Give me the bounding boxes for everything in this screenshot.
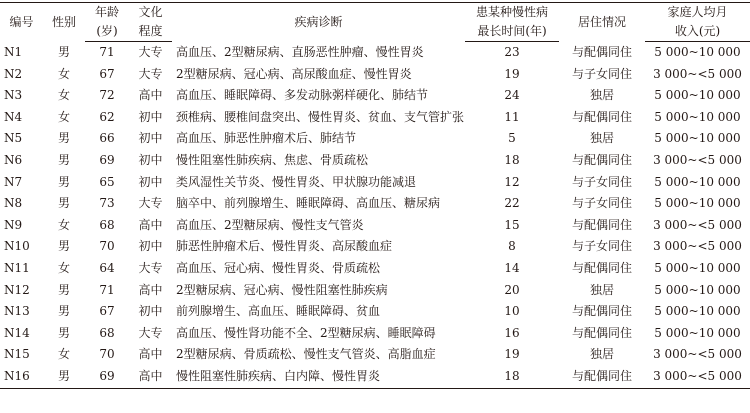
cell-living: 与子女同住: [571, 174, 632, 189]
cell-disease: 高血压、睡眠障碍、多发动脉粥样硬化、肺结节: [176, 88, 429, 103]
cell-sex: 男: [57, 152, 70, 167]
cell-sex: 女: [57, 260, 70, 275]
cell-living: 与配偶同住: [571, 260, 632, 275]
cell-living: 独居: [589, 347, 614, 362]
header-duration-line2: 最长时间(年): [465, 22, 559, 42]
cell-living: 与配偶同住: [571, 304, 632, 319]
header-duration-line1: 患某种慢性病: [465, 3, 559, 23]
cell-duration: 8: [508, 239, 516, 254]
cell-edu: 高中: [129, 366, 172, 388]
cell-living: 独居: [589, 131, 614, 146]
cell-disease: 2型糖尿病、骨质疏松、慢性支气管炎、高脂血症: [176, 347, 436, 362]
patient-table: [0, 2, 750, 389]
cell-edu: 初中: [138, 239, 163, 254]
table-row: [0, 258, 750, 280]
cell-edu: 大专: [138, 325, 163, 340]
cell-age: 73: [99, 196, 115, 211]
cell-sex: 女: [57, 109, 70, 124]
table-body: [0, 42, 750, 389]
cell-edu: 高中: [138, 217, 163, 232]
cell-duration: 15: [504, 217, 520, 232]
cell-duration: 5: [508, 131, 516, 146]
cell-duration: 10: [504, 304, 520, 319]
cell-income: 3 000~<5 000: [653, 152, 742, 167]
cell-income: 5 000~10 000: [654, 174, 741, 189]
table-row: [0, 128, 750, 150]
table-row: [0, 301, 750, 323]
cell-age: 66: [99, 131, 115, 146]
cell-id: N2: [4, 66, 23, 81]
table-row: [0, 236, 750, 258]
table-row: [0, 42, 750, 64]
cell-disease: 前列腺增生、高血压、睡眠障碍、贫血: [176, 304, 381, 319]
cell-disease: 高血压、2型糖尿病、直肠恶性肿瘤、慢性胃炎: [176, 44, 424, 59]
cell-age: 70: [99, 347, 115, 362]
cell-duration: 18: [504, 152, 520, 167]
cell-age: 68: [99, 217, 115, 232]
cell-income: 5 000~10 000: [654, 45, 741, 59]
cell-income: 5 000~10 000: [654, 131, 741, 146]
cell-income: 5 000~10 000: [654, 88, 741, 103]
cell-age: 70: [99, 239, 115, 254]
cell-duration: 14: [504, 260, 520, 275]
cell-id: N16: [0, 366, 43, 388]
cell-income: 3 000~<5 000: [653, 347, 742, 362]
cell-id: N6: [4, 152, 23, 167]
table-row: [0, 323, 750, 345]
cell-age: 68: [99, 325, 115, 340]
cell-income: 3 000~<5 000: [653, 217, 742, 232]
cell-disease: 高血压、肺恶性肿瘤术后、肺结节: [176, 131, 357, 146]
cell-age: 71: [99, 45, 115, 59]
cell-edu: 初中: [138, 152, 163, 167]
header-disease: 疾病诊断: [172, 3, 465, 42]
header-age-line1: 年龄: [85, 3, 129, 23]
cell-age: 67: [99, 304, 115, 319]
cell-living: 与配偶同住: [571, 109, 632, 124]
cell-age: 69: [85, 366, 129, 388]
cell-sex: 男: [57, 131, 70, 146]
cell-sex: 男: [57, 174, 70, 189]
cell-edu: 高中: [138, 347, 163, 362]
cell-income: 5 000~10 000: [654, 196, 741, 211]
table-row: [0, 150, 750, 172]
cell-id: N4: [4, 109, 23, 124]
table-row: [0, 85, 750, 107]
cell-id: N14: [4, 325, 30, 340]
cell-sex: 男: [57, 304, 70, 319]
header-living: 居住情况: [559, 3, 645, 42]
header-sex: 性别: [43, 3, 85, 42]
header-age-line2: (岁): [85, 22, 129, 42]
header-edu-line1: 文化: [129, 3, 172, 23]
cell-id: N3: [4, 88, 23, 103]
cell-age: 65: [99, 174, 115, 189]
cell-disease: 颈椎病、腰椎间盘突出、慢性胃炎、贫血、支气管扩张: [176, 109, 465, 124]
cell-age: 69: [99, 152, 115, 167]
cell-edu: 高中: [138, 282, 163, 297]
table-row: [0, 280, 750, 302]
cell-living: 与配偶同住: [571, 44, 632, 59]
table-row: [0, 366, 750, 388]
cell-age: 67: [99, 66, 115, 81]
cell-sex: 男: [57, 44, 70, 59]
cell-sex: 男: [43, 366, 85, 388]
cell-disease: 慢性阻塞性肺疾病、焦虑、骨质疏松: [176, 152, 369, 167]
cell-age: 62: [99, 109, 115, 124]
cell-sex: 男: [57, 282, 70, 297]
cell-edu: 大专: [138, 196, 163, 211]
cell-id: N1: [4, 44, 23, 59]
cell-disease: 高血压、冠心病、慢性胃炎、骨质疏松: [176, 260, 381, 275]
cell-id: N8: [4, 196, 23, 211]
cell-edu: 高中: [138, 88, 163, 103]
cell-edu: 初中: [138, 131, 163, 146]
cell-income: 3 000~<5 000: [653, 66, 742, 81]
cell-id: N7: [4, 174, 23, 189]
cell-age: 72: [99, 88, 115, 103]
cell-income: 5 000~10 000: [654, 325, 741, 340]
cell-duration: 19: [504, 66, 520, 81]
cell-income: 5 000~10 000: [654, 260, 741, 275]
table-row: [0, 64, 750, 86]
cell-sex: 男: [57, 239, 70, 254]
cell-age: 64: [99, 260, 115, 275]
cell-income: 3 000~<5 000: [645, 366, 750, 388]
cell-living: 独居: [589, 282, 614, 297]
cell-income: 5 000~10 000: [654, 304, 741, 319]
cell-id: N5: [4, 131, 23, 146]
cell-sex: 女: [57, 66, 70, 81]
cell-disease: 高血压、2型糖尿病、慢性支气管炎: [176, 217, 364, 232]
cell-sex: 女: [57, 217, 70, 232]
table-header: [0, 3, 750, 42]
table-row: [0, 172, 750, 194]
cell-duration: 22: [504, 196, 520, 211]
header-row: [0, 3, 750, 23]
table-row: [0, 107, 750, 129]
cell-disease: 慢性阻塞性肺疾病、白内障、慢性胃炎: [172, 366, 465, 388]
cell-edu: 大专: [138, 66, 163, 81]
cell-id: N15: [4, 347, 30, 362]
cell-disease: 脑卒中、前列腺增生、睡眠障碍、高血压、糖尿病: [176, 196, 441, 211]
cell-id: N13: [4, 304, 30, 319]
table-row: [0, 344, 750, 366]
cell-duration: 19: [504, 347, 520, 362]
cell-edu: 初中: [138, 109, 163, 124]
cell-duration: 12: [504, 174, 520, 189]
cell-age: 71: [99, 282, 115, 297]
cell-id: N11: [4, 260, 30, 275]
cell-edu: 大专: [138, 45, 163, 59]
cell-id: N12: [4, 282, 30, 297]
header-id: 编号: [0, 3, 43, 42]
cell-edu: 大专: [138, 260, 163, 275]
cell-disease: 2型糖尿病、冠心病、高尿酸血症、慢性胃炎: [176, 66, 412, 81]
cell-disease: 肺恶性肿瘤术后、慢性胃炎、高尿酸血症: [176, 239, 393, 254]
cell-income: 3 000~<5 000: [653, 239, 742, 254]
cell-living: 与配偶同住: [571, 152, 632, 167]
header-income-line2: 收入(元): [645, 22, 750, 42]
header-income-line1: 家庭人均月: [645, 3, 750, 23]
cell-living: 与配偶同住: [559, 366, 645, 388]
cell-living: 独居: [589, 88, 614, 103]
cell-living: 与子女同住: [571, 196, 632, 211]
cell-income: 5 000~10 000: [654, 109, 741, 124]
table-row: [0, 193, 750, 215]
cell-edu: 初中: [138, 174, 163, 189]
cell-living: 与子女同住: [571, 66, 632, 81]
cell-living: 与子女同住: [571, 239, 632, 254]
cell-income: 5 000~10 000: [654, 282, 741, 297]
cell-disease: 2型糖尿病、冠心病、慢性阻塞性肺疾病: [176, 282, 388, 297]
cell-disease: 类风湿性关节炎、慢性胃炎、甲状腺功能减退: [176, 174, 417, 189]
cell-duration: 20: [504, 282, 520, 297]
cell-living: 与配偶同住: [571, 217, 632, 232]
cell-sex: 男: [57, 325, 70, 340]
cell-edu: 初中: [138, 304, 163, 319]
cell-sex: 女: [57, 347, 70, 362]
cell-disease: 高血压、慢性肾功能不全、2型糖尿病、睡眠障碍: [176, 325, 436, 340]
cell-duration: 18: [465, 366, 559, 388]
cell-id: N9: [4, 217, 23, 232]
cell-duration: 23: [504, 45, 520, 59]
cell-id: N10: [4, 239, 30, 254]
header-edu-line2: 程度: [129, 22, 172, 42]
cell-living: 与配偶同住: [571, 325, 632, 340]
cell-duration: 11: [504, 109, 520, 124]
cell-duration: 16: [504, 325, 520, 340]
table-row: [0, 215, 750, 237]
cell-sex: 女: [57, 88, 70, 103]
cell-sex: 男: [57, 196, 70, 211]
cell-duration: 24: [504, 88, 520, 103]
